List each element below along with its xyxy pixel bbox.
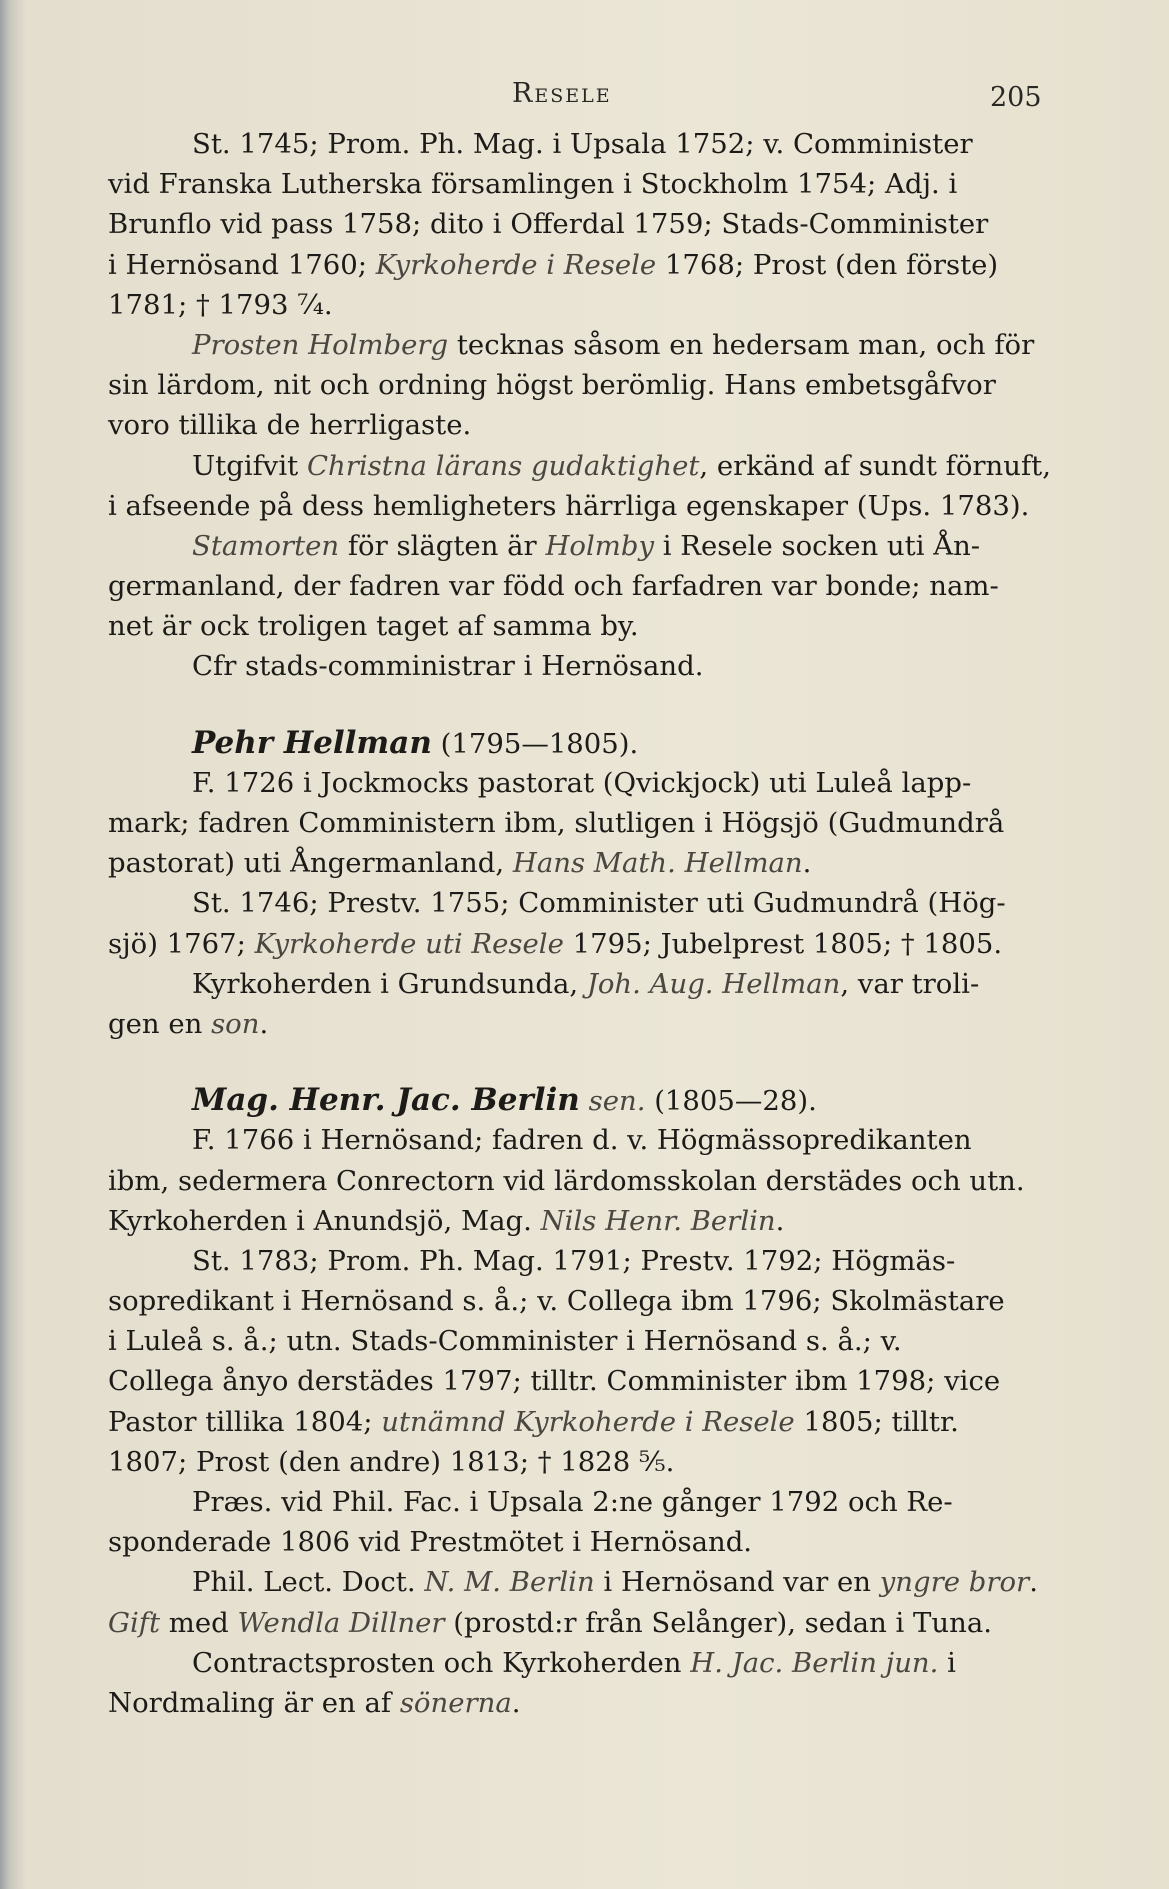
text-run: pastorat) uti Ångermanland,: [108, 847, 513, 880]
paragraph: [108, 763, 1056, 884]
text-run: gen en: [108, 1007, 212, 1040]
text-line: [108, 883, 1056, 923]
paragraph: [108, 1643, 1056, 1723]
entry-name: Pehr Hellman: [192, 724, 432, 761]
paragraph: [108, 646, 1056, 686]
text-run: 1805; tilltr.: [794, 1405, 959, 1438]
section-gap: [108, 687, 1056, 723]
italic-text: Joh. Aug. Hellman: [586, 967, 841, 1000]
text-run: Cfr stads-comministrar i Hernösand.: [192, 650, 704, 683]
text-run: mark; fadren Comministern ibm, slutligen i Högsjö (Gudmundrå: [108, 807, 1005, 839]
text-line: [108, 1004, 1056, 1044]
text-run: F. 1726 i Jockmocks pastorat (Qvickjock) uti Luleå lapp-: [192, 766, 972, 799]
italic-text: Gift: [108, 1606, 160, 1639]
section-gap: [108, 1044, 1056, 1080]
text-line: [108, 1201, 1056, 1241]
text-line: [108, 1321, 1056, 1361]
entry-years: (1805—28).: [645, 1085, 817, 1118]
text-run: Kyrkoherden i Grundsunda,: [192, 967, 587, 1000]
text-line: [108, 245, 1056, 285]
text-line: [108, 365, 1056, 405]
page-body: [108, 124, 1056, 1723]
text-run: ibm, sedermera Conrectorn vid lärdomsskolan derstädes och utn.: [108, 1164, 1025, 1197]
text-run: St. 1746; Prestv. 1755; Comminister uti Gudmundrå (Hög-: [192, 887, 1006, 920]
paragraph: [108, 446, 1056, 526]
text-line: [108, 204, 1056, 244]
text-run: St. 1745; Prom. Ph. Mag. i Upsala 1752; v. Comminister: [192, 128, 973, 160]
page-number: 205: [990, 82, 1042, 113]
paragraph: [108, 526, 1056, 647]
entry-heading: [108, 1080, 1056, 1120]
text-run: .: [259, 1007, 269, 1040]
text-run: Phil. Lect. Doct.: [192, 1566, 425, 1599]
text-line: [108, 1643, 1056, 1683]
paragraph: [108, 883, 1056, 963]
text-run: för slägten är: [339, 529, 546, 562]
entry-section: [108, 687, 1056, 1045]
text-line: [108, 1683, 1056, 1723]
text-run: .: [511, 1686, 521, 1719]
paragraph: [108, 1482, 1056, 1562]
text-line: [108, 1562, 1056, 1602]
text-run: net är ock troligen taget af samma by.: [108, 610, 639, 643]
entry-name: Mag. Henr. Jac. Berlin: [192, 1082, 580, 1119]
paragraph: [108, 1241, 1056, 1482]
text-line: [108, 164, 1056, 204]
text-line: [108, 1281, 1056, 1321]
italic-text: Christna lärans gudaktighet: [306, 449, 700, 482]
text-line: [108, 405, 1056, 445]
italic-text: Prosten Holmberg: [192, 328, 449, 361]
text-run: Kyrkoherden i Anundsjö, Mag.: [108, 1204, 541, 1237]
text-line: [108, 1402, 1056, 1442]
text-line: [108, 1603, 1056, 1643]
text-run: voro tillika de herrligaste.: [108, 409, 472, 442]
text-line: [108, 1241, 1056, 1281]
text-line: [108, 1361, 1056, 1401]
text-run: i Resele socken uti Ån-: [654, 529, 981, 562]
text-line: [108, 1442, 1056, 1482]
italic-text: sönerna: [399, 1686, 512, 1719]
text-run: Collega ånyo derstädes 1797; tilltr. Comminister ibm 1798; vice: [108, 1365, 1001, 1398]
text-run: 1807; Prost (den andre) 1813; † 1828 ⁵⁄₅.: [108, 1445, 675, 1478]
paragraph: [108, 964, 1056, 1044]
text-run: .: [1029, 1566, 1038, 1599]
text-run: med: [160, 1606, 238, 1639]
text-run: , erkänd af sundt förnuft,: [699, 449, 1051, 482]
italic-text: Wendla Dillner: [237, 1606, 445, 1639]
text-run: germanland, der fadren var född och farfadren var bonde; nam-: [108, 570, 999, 603]
entry-years: (1795—1805).: [431, 727, 639, 760]
text-run: .: [802, 847, 812, 880]
running-head: Resele: [512, 78, 612, 109]
text-run: sopredikant i Hernösand s. å.; v. Collega ibm 1796; Skolmästare: [108, 1285, 1005, 1318]
text-run: i Hernösand 1760;: [108, 248, 376, 281]
text-run: 1781; † 1793 ⁷⁄₄.: [108, 288, 333, 321]
text-line: [108, 1161, 1056, 1201]
entry-section: [108, 1044, 1056, 1723]
entry-name-suffix: sen.: [579, 1085, 646, 1118]
text-run: tecknas såsom en hedersam man, och för: [448, 328, 1035, 361]
italic-text: yngre bror: [879, 1566, 1030, 1599]
italic-text: N. M. Berlin: [424, 1566, 595, 1599]
italic-text: Stamorten: [192, 529, 340, 562]
italic-text: Holmby: [545, 529, 655, 562]
text-line: [108, 1120, 1056, 1160]
italic-text: Kyrkoherde uti Resele: [254, 927, 564, 960]
text-line: [108, 526, 1056, 566]
text-line: [108, 763, 1056, 803]
text-line: [108, 285, 1056, 325]
text-line: [108, 924, 1056, 964]
text-line: [108, 566, 1056, 606]
text-line: [108, 803, 1056, 843]
text-run: 1768; Prost (den förste): [656, 248, 999, 281]
text-run: vid Franska Lutherska församlingen i Stockholm 1754; Adj. i: [108, 168, 958, 201]
text-line: [108, 646, 1056, 686]
text-run: Brunflo vid pass 1758; dito i Offerdal 1759; Stads-Comminister: [108, 208, 989, 241]
paragraph: [108, 1562, 1056, 1642]
entry-heading: [108, 723, 1056, 763]
text-run: Pastor tillika 1804;: [108, 1405, 382, 1438]
italic-text: H. Jac. Berlin jun.: [690, 1646, 939, 1679]
text-line: [108, 1522, 1056, 1562]
text-run: Utgifvit: [192, 449, 307, 482]
italic-text: utnämnd Kyrkoherde i Resele: [381, 1405, 795, 1438]
text-run: 1795; Jubelprest 1805; † 1805.: [563, 927, 1003, 960]
text-run: Contractsprosten och Kyrkoherden: [192, 1646, 691, 1679]
text-run: i afseende på dess hemligheters härrliga egenskaper (Ups. 1783).: [108, 489, 1030, 522]
italic-text: Kyrkoherde i Resele: [375, 248, 657, 281]
text-line: [108, 486, 1056, 526]
italic-text: son: [211, 1007, 260, 1040]
text-line: [108, 446, 1056, 486]
text-run: sponderade 1806 vid Prestmötet i Hernösand.: [108, 1526, 753, 1559]
text-line: [108, 964, 1056, 1004]
text-run: St. 1783; Prom. Ph. Mag. 1791; Prestv. 1792; Högmäs-: [192, 1244, 956, 1277]
text-line: [108, 606, 1056, 646]
text-run: Præs. vid Phil. Fac. i Upsala 2:ne gånger 1792 och Re-: [192, 1486, 953, 1518]
page-header: [0, 78, 1169, 118]
text-run: sjö) 1767;: [108, 927, 255, 960]
text-line: [108, 1482, 1056, 1522]
entry-section: [108, 124, 1056, 687]
text-run: (prostd:r från Selånger), sedan i Tuna.: [444, 1606, 992, 1639]
text-run: i Hernösand var en: [594, 1566, 880, 1599]
paragraph: [108, 124, 1056, 325]
italic-text: Hans Math. Hellman: [512, 847, 803, 880]
text-run: .: [775, 1204, 785, 1237]
text-run: i Luleå s. å.; utn. Stads-Comminister i Hernösand s. å.; v.: [108, 1325, 902, 1358]
text-line: [108, 843, 1056, 883]
text-run: sin lärdom, nit och ordning högst berömlig. Hans embetsgåfvor: [108, 369, 996, 402]
text-run: F. 1766 i Hernösand; fadren d. v. Högmässopredikanten: [192, 1124, 972, 1157]
paragraph: [108, 1120, 1056, 1241]
text-line: [108, 124, 1056, 164]
italic-text: Nils Henr. Berlin: [540, 1204, 776, 1237]
text-line: [108, 325, 1056, 365]
text-run: Nordmaling är en af: [108, 1686, 400, 1719]
text-run: , var troli-: [840, 967, 980, 1000]
text-run: i: [938, 1646, 956, 1679]
paragraph: [108, 325, 1056, 446]
